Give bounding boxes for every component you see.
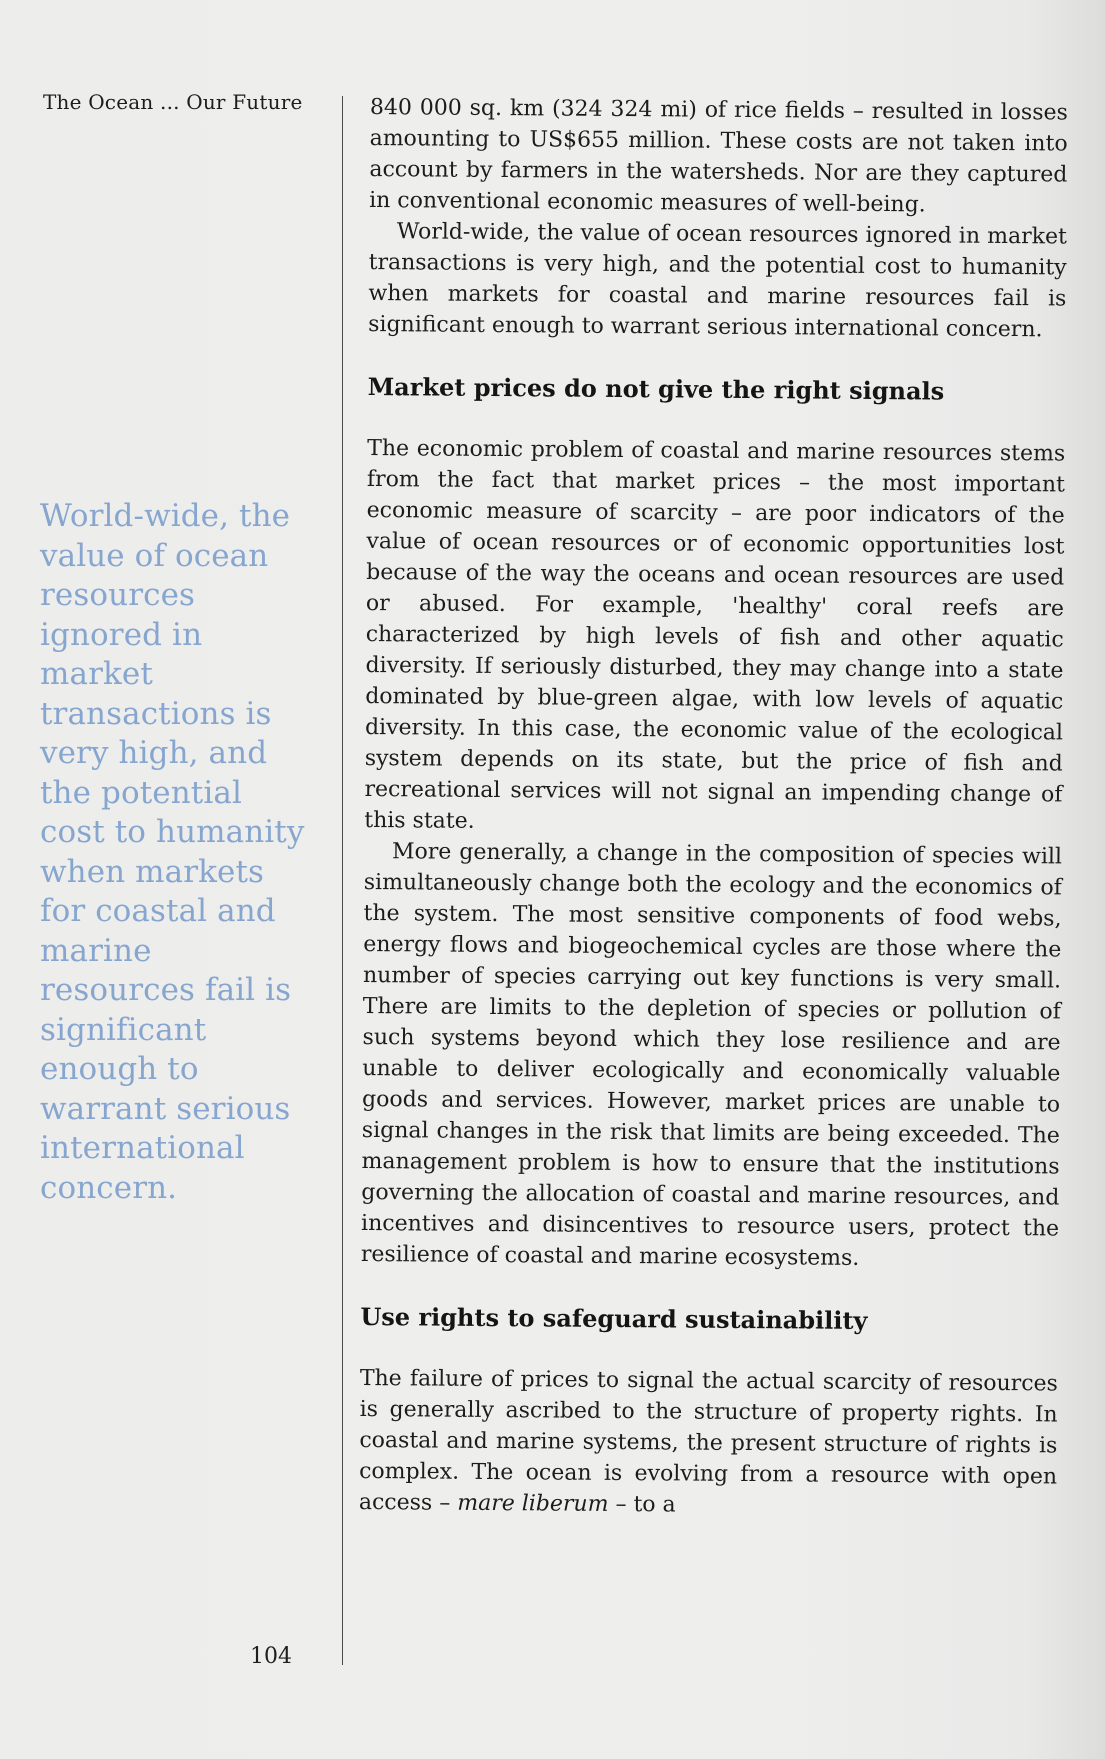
- paragraph: World-wide, the value of ocean resources ignored in market transactions is very high, and the potential cost to humanity when markets for coastal and marine resources fail is significant enough to warrant serious international concern.: [368, 219, 1067, 343]
- section-heading: Use rights to safeguard sustainability: [360, 1301, 868, 1335]
- main-text-column: [359, 92, 1068, 1523]
- paragraph: More generally, a change in the composition of species will simultaneously change both the ecology and the economics of the system. The most sensitive components of food webs, energy flows and biogeochemical cycles are those where the number of species carrying out key functions is very small. There are limits to the depletion of species or pollution of such systems beyond which they lose resilience and are unable to deliver ecologically and economically valuable goods and services. However, market prices are unable to signal changes in the risk that limits are being exceeded. The management problem is how to ensure that the institutions governing the allocation of coastal and marine resources, and incentives and disincentives to resource users, protect the resilience of coastal and marine ecosystems.: [360, 839, 1063, 1271]
- running-head: The Ocean ... Our Future: [43, 90, 303, 114]
- latin-term: mare liberum: [457, 1490, 609, 1517]
- paragraph: [359, 1363, 1058, 1523]
- page-number: 104: [250, 1644, 292, 1669]
- paragraph-text: The failure of prices to signal the actual scarcity of resources is generally ascribed to the structure of property rights. In coastal and marine systems, the present structure of rights is complex. The ocean is evolving from a resource with open access –: [358, 1365, 1058, 1516]
- paragraph-text: – to a: [608, 1491, 676, 1518]
- paragraph: 840 000 sq. km (324 324 mi) of rice fields – resulted in losses amounting to US$655 million. These costs are not taken into account by farmers in the watersheds. Nor are they captured in conventional economic measures of well-being.: [369, 94, 1068, 218]
- column-divider: [342, 96, 343, 1665]
- section-heading: Market prices do not give the right signals: [367, 371, 945, 406]
- pull-quote: World-wide, the value of ocean resources ignored in market transactions is very high, and the potential cost to humanity when markets for coastal and marine resources fail is significant enough to warrant serious international concern.: [40, 498, 305, 1206]
- paragraph: The economic problem of coastal and marine resources stems from the fact that market prices – the most important economic measure of scarcity – are poor indicators of the value of ocean resources or of economic opportunities lost because of the way the oceans and ocean resources are used or abused. For example, 'healthy' coral reefs are characterized by high levels of fish and other aquatic diversity. If seriously disturbed, they may change into a state dominated by blue-green algae, with low levels of aquatic diversity. In this case, the economic value of the ecological system depends on its state, but the price of fish and recreational services will not signal an impending change of this state.: [364, 435, 1066, 834]
